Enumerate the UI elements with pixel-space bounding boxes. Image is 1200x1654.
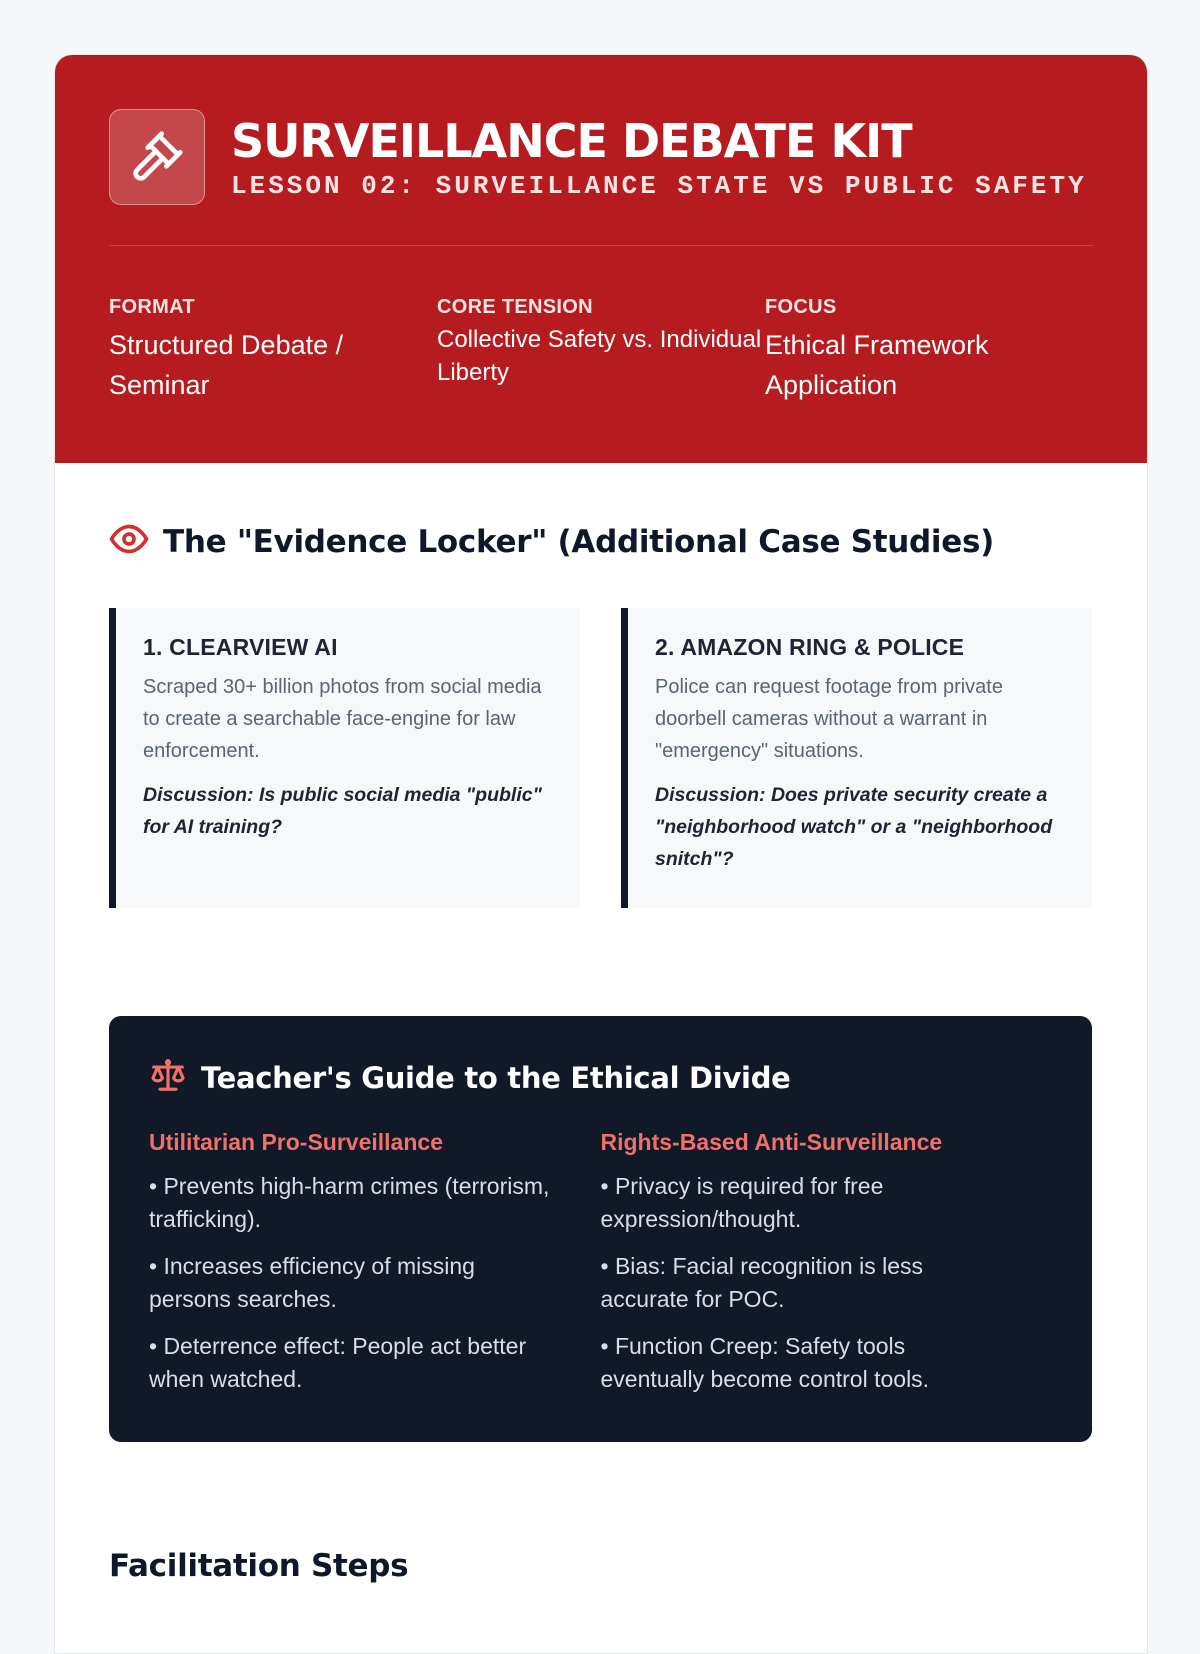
scale-icon bbox=[149, 1056, 187, 1099]
lesson-card bbox=[54, 54, 1148, 1654]
gavel-icon bbox=[109, 109, 205, 205]
evidence-section-heading bbox=[109, 519, 1147, 564]
list-item: • Increases efficiency of missing persons searches. bbox=[149, 1253, 475, 1312]
anti-surveillance-column bbox=[601, 1129, 1053, 1410]
case-discussion: Discussion: Does private security create a "neighborhood watch" or a "neighborhood snitch"? bbox=[655, 784, 1053, 870]
meta-label: FORMAT bbox=[109, 296, 195, 318]
meta-value: Ethical Framework Application bbox=[765, 330, 989, 400]
case-studies bbox=[109, 608, 1147, 908]
header-banner bbox=[55, 55, 1147, 463]
meta-label: FOCUS bbox=[765, 296, 837, 318]
case-card bbox=[621, 608, 1092, 908]
facilitation-steps-heading: Facilitation Steps bbox=[109, 1548, 409, 1584]
guide-columns bbox=[149, 1129, 1052, 1410]
list-item: • Privacy is required for free expression/thought. bbox=[600, 1173, 884, 1232]
brand bbox=[109, 109, 1093, 205]
kit-title: SURVEILLANCE DEBATE KIT bbox=[231, 114, 912, 168]
list-item: • Deterrence effect: People act better when watched. bbox=[149, 1333, 527, 1392]
meta-value: Structured Debate / Seminar bbox=[109, 330, 344, 400]
case-discussion: Discussion: Is public social media "public" for AI training? bbox=[143, 784, 542, 838]
case-card bbox=[109, 608, 580, 908]
case-description: Police can request footage from private doorbell cameras without a warrant in "emergency" situations. bbox=[655, 676, 1003, 762]
meta-focus bbox=[765, 296, 1093, 405]
case-title: 1. CLEARVIEW AI bbox=[143, 634, 338, 660]
header-divider bbox=[109, 245, 1093, 246]
meta-value: Collective Safety vs. Individual Liberty bbox=[437, 326, 762, 386]
case-description: Scraped 30+ billion photos from social media to create a searchable face-engine for law enforcement. bbox=[143, 676, 542, 762]
column-heading: Utilitarian Pro-Surveillance bbox=[149, 1129, 443, 1155]
section-title: The "Evidence Locker" (Additional Case Studies) bbox=[163, 523, 994, 560]
list-item: • Bias: Facial recognition is less accurate for POC. bbox=[600, 1253, 924, 1312]
list-item: • Function Creep: Safety tools eventually become control tools. bbox=[600, 1333, 930, 1392]
eye-icon bbox=[109, 519, 149, 564]
guide-title: Teacher's Guide to the Ethical Divide bbox=[201, 1060, 791, 1095]
lesson-subtitle: LESSON 02: SURVEILLANCE STATE VS PUBLIC SAFETY bbox=[231, 171, 1087, 201]
list-item: • Prevents high-harm crimes (terrorism, trafficking). bbox=[149, 1173, 550, 1232]
meta-label: CORE TENSION bbox=[437, 296, 593, 318]
column-heading: Rights-Based Anti-Surveillance bbox=[600, 1129, 943, 1155]
lesson-meta bbox=[109, 296, 1093, 405]
meta-core-tension bbox=[437, 296, 765, 405]
teacher-guide-panel bbox=[109, 1016, 1092, 1442]
meta-format bbox=[109, 296, 437, 405]
guide-heading bbox=[149, 1056, 1052, 1099]
pro-surveillance-column bbox=[149, 1129, 601, 1410]
case-title: 2. AMAZON RING & POLICE bbox=[655, 634, 965, 660]
